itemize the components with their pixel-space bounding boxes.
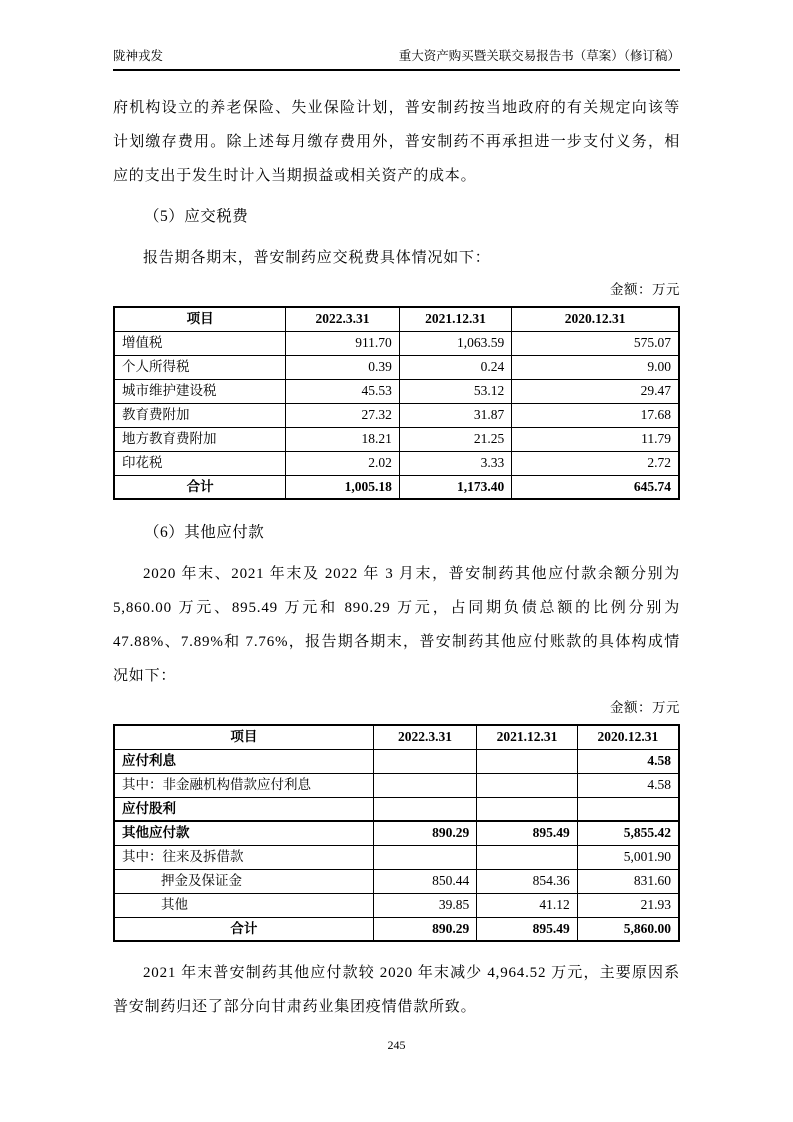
value-cell — [373, 749, 476, 773]
table-row — [114, 749, 679, 773]
row-label-cell: 其中：往来及拆借款 — [114, 845, 373, 869]
tax-payable-table — [113, 306, 680, 500]
value-cell: 41.12 — [477, 893, 578, 917]
table-row — [114, 869, 679, 893]
table-total-row — [114, 917, 679, 941]
row-label-cell: 其他应付款 — [114, 821, 373, 845]
row-label-cell: 个人所得税 — [114, 355, 286, 379]
total-label-cell: 合计 — [114, 917, 373, 941]
value-cell: 854.36 — [477, 869, 578, 893]
total-value-cell: 895.49 — [477, 917, 578, 941]
value-cell: 27.32 — [286, 403, 400, 427]
column-header-item: 项目 — [114, 307, 286, 331]
value-cell: 0.24 — [399, 355, 511, 379]
row-label-cell: 应付利息 — [114, 749, 373, 773]
value-cell — [373, 845, 476, 869]
other-payables-table — [113, 724, 680, 942]
header-report-title: 重大资产购买暨关联交易报告书（草案）（修订稿） — [398, 49, 680, 63]
row-label-cell: 教育费附加 — [114, 403, 286, 427]
value-cell: 2.02 — [286, 451, 400, 475]
table-row — [114, 355, 679, 379]
value-cell: 45.53 — [286, 379, 400, 403]
total-value-cell: 645.74 — [512, 475, 679, 499]
row-label-cell: 其他 — [114, 893, 373, 917]
total-value-cell: 890.29 — [373, 917, 476, 941]
table-row — [114, 845, 679, 869]
column-header-2021: 2021.12.31 — [399, 307, 511, 331]
section-5-intro: 报告期各期末，普安制药应交税费具体情况如下： — [143, 250, 491, 266]
column-header-item: 项目 — [114, 725, 373, 749]
table-row — [114, 797, 679, 821]
running-header — [113, 46, 680, 71]
row-label-cell: 应付股利 — [114, 797, 373, 821]
total-label-cell: 合计 — [114, 475, 286, 499]
closing-paragraph: 2021 年末普安制药其他应付款较 2020 年末减少 4,964.52 万元，主要原因系普安制药归还了部分向甘肃药业集团疫情借款所致。 — [113, 965, 680, 1015]
value-cell: 1,063.59 — [399, 331, 511, 355]
column-header-2020: 2020.12.31 — [577, 725, 679, 749]
value-cell — [477, 773, 578, 797]
table-header-row — [114, 725, 679, 749]
value-cell: 5,855.42 — [577, 821, 679, 845]
column-header-2020: 2020.12.31 — [512, 307, 679, 331]
value-cell: 4.58 — [577, 749, 679, 773]
row-label-cell: 印花税 — [114, 451, 286, 475]
value-cell: 890.29 — [373, 821, 476, 845]
value-cell: 11.79 — [512, 427, 679, 451]
total-value-cell: 5,860.00 — [577, 917, 679, 941]
value-cell: 39.85 — [373, 893, 476, 917]
table-row — [114, 821, 679, 845]
value-cell: 9.00 — [512, 355, 679, 379]
section-6-intro: 2020 年末、2021 年末及 2022 年 3 月末，普安制药其他应付款余额分别为 5,860.00 万元、895.49 万元和 890.29 万元，占同期负债总额的比例分别为 47.88%、7.89%和 7.76%，报告期各期末，普安制药其他应付账款的具体构成情况如下： — [113, 566, 680, 684]
value-cell: 53.12 — [399, 379, 511, 403]
row-label-cell: 押金及保证金 — [114, 869, 373, 893]
value-cell: 17.68 — [512, 403, 679, 427]
total-value-cell: 1,005.18 — [286, 475, 400, 499]
value-cell — [477, 797, 578, 821]
table-row — [114, 451, 679, 475]
continuation-paragraph: 府机构设立的养老保险、失业保险计划，普安制药按当地政府的有关规定向该等计划缴存费用。除上述每月缴存费用外，普安制药不再承担进一步支付义务，相应的支出于发生时计入当期损益或相关资产的成本。 — [113, 100, 680, 184]
value-cell: 850.44 — [373, 869, 476, 893]
header-company-name: 陇神戎发 — [113, 49, 164, 63]
row-label-cell: 增值税 — [114, 331, 286, 355]
value-cell: 575.07 — [512, 331, 679, 355]
value-cell: 21.93 — [577, 893, 679, 917]
table-row — [114, 427, 679, 451]
table-header-row — [114, 307, 679, 331]
column-header-2022: 2022.3.31 — [286, 307, 400, 331]
table-row — [114, 893, 679, 917]
value-cell: 0.39 — [286, 355, 400, 379]
value-cell — [373, 773, 476, 797]
page-number: 245 — [387, 1038, 406, 1052]
value-cell: 5,001.90 — [577, 845, 679, 869]
value-cell — [373, 797, 476, 821]
value-cell — [477, 749, 578, 773]
section-5-heading: （5）应交税费 — [144, 208, 249, 225]
value-cell: 31.87 — [399, 403, 511, 427]
value-cell: 18.21 — [286, 427, 400, 451]
row-label-cell: 地方教育费附加 — [114, 427, 286, 451]
table-row — [114, 331, 679, 355]
value-cell — [577, 797, 679, 821]
value-cell: 2.72 — [512, 451, 679, 475]
value-cell — [477, 845, 578, 869]
table-row — [114, 773, 679, 797]
value-cell: 21.25 — [399, 427, 511, 451]
table-row — [114, 379, 679, 403]
amount-unit-label-2: 金额：万元 — [610, 700, 680, 715]
total-value-cell: 1,173.40 — [399, 475, 511, 499]
column-header-2021: 2021.12.31 — [477, 725, 578, 749]
value-cell: 895.49 — [477, 821, 578, 845]
row-label-cell: 其中：非金融机构借款应付利息 — [114, 773, 373, 797]
value-cell: 831.60 — [577, 869, 679, 893]
amount-unit-label-1: 金额：万元 — [610, 282, 680, 297]
table-row — [114, 403, 679, 427]
value-cell: 3.33 — [399, 451, 511, 475]
section-6-heading: （6）其他应付款 — [144, 524, 265, 541]
row-label-cell: 城市维护建设税 — [114, 379, 286, 403]
column-header-2022: 2022.3.31 — [373, 725, 476, 749]
value-cell: 4.58 — [577, 773, 679, 797]
table-total-row — [114, 475, 679, 499]
value-cell: 911.70 — [286, 331, 400, 355]
value-cell: 29.47 — [512, 379, 679, 403]
